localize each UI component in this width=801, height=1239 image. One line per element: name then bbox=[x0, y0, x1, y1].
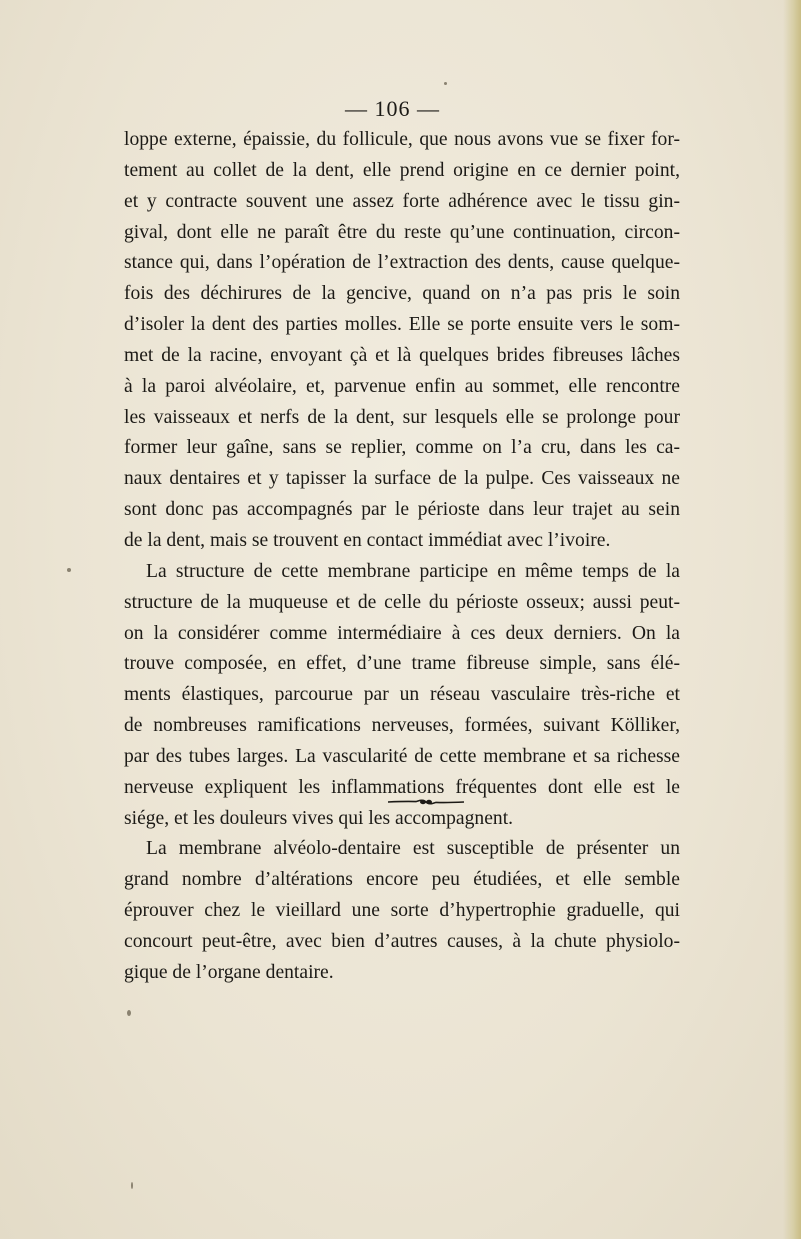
page-number: — 106 — bbox=[345, 96, 440, 121]
text-line: gique de l’organe dentaire. bbox=[124, 961, 334, 983]
end-of-section-fleuron bbox=[386, 798, 466, 806]
text-line: d’isoler la dent des parties molles. Elle se porte ensuite vers le som- bbox=[124, 314, 680, 336]
text-line: on la considérer comme intermédiaire à ces deux derniers. On la bbox=[124, 622, 680, 644]
text-line: La structure de cette membrane participe en même temps de la bbox=[146, 560, 680, 582]
text-line: ments élastiques, parcourue par un réseau vasculaire très-riche et bbox=[124, 684, 680, 706]
text-line: sont donc pas accompagnés par le périoste dans leur trajet au sein bbox=[124, 499, 680, 521]
text-line: stance qui, dans l’opération de l’extraction des dents, cause quelque- bbox=[124, 252, 680, 274]
text-line: naux dentaires et y tapisser la surface de la pulpe. Ces vaisseaux ne bbox=[124, 468, 680, 490]
paper-speck bbox=[127, 1010, 131, 1016]
paper-speck bbox=[131, 1182, 133, 1189]
text-line: éprouver chez le vieillard une sorte d’hypertrophie graduelle, qui bbox=[124, 900, 680, 922]
text-line: trouve composée, en effet, d’une trame fibreuse simple, sans élé- bbox=[124, 653, 680, 675]
text-line: les vaisseaux et nerfs de la dent, sur lesquels elle se prolonge pour bbox=[124, 406, 680, 428]
text-line: former leur gaîne, sans se replier, comme on l’a cru, dans les ca- bbox=[124, 437, 680, 459]
text-line: met de la racine, envoyant çà et là quelques brides fibreuses lâches bbox=[124, 344, 680, 366]
text-line: à la paroi alvéolaire, et, parvenue enfin au sommet, elle rencontre bbox=[124, 375, 680, 397]
text-line: structure de la muqueuse et de celle du périoste osseux; aussi peut- bbox=[124, 591, 680, 613]
text-line: de nombreuses ramifications nerveuses, formées, suivant Kölliker, bbox=[124, 715, 680, 737]
body-text bbox=[124, 125, 680, 989]
paper-speck bbox=[67, 568, 71, 572]
text-line: concourt peut-être, avec bien d’autres causes, à la chute physiolo- bbox=[124, 930, 680, 952]
page-edge-shadow bbox=[783, 0, 801, 1239]
text-line: de la dent, mais se trouvent en contact immédiat avec l’ivoire. bbox=[124, 529, 611, 551]
text-line: tement au collet de la dent, elle prend origine en ce dernier point, bbox=[124, 159, 680, 181]
text-line: grand nombre d’altérations encore peu étudiées, et elle semble bbox=[124, 869, 680, 891]
text-line: nerveuse expliquent les inflammations fréquentes dont elle est le bbox=[124, 776, 680, 798]
text-line: La membrane alvéolo-dentaire est susceptible de présenter un bbox=[146, 838, 680, 860]
text-line: siége, et les douleurs vives qui les accompagnent. bbox=[124, 807, 514, 829]
text-line: et y contracte souvent une assez forte adhérence avec le tissu gin- bbox=[124, 190, 680, 212]
text-line: loppe externe, épaissie, du follicule, que nous avons vue se fixer for- bbox=[124, 129, 680, 150]
text-line: fois des déchirures de la gencive, quand on n’a pas pris le soin bbox=[124, 283, 680, 305]
text-line: gival, dont elle ne paraît être du reste qu’une continuation, circon- bbox=[124, 221, 680, 243]
paper-speck bbox=[444, 82, 447, 85]
text-line: par des tubes larges. La vascularité de cette membrane et sa richesse bbox=[124, 745, 680, 767]
